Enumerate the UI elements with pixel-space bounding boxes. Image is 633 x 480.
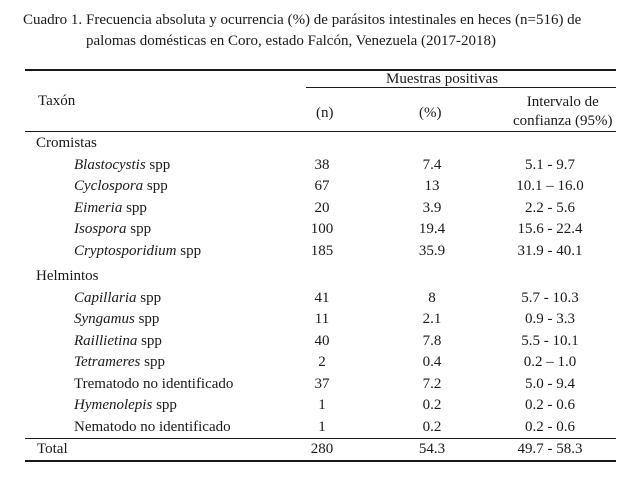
- taxon-suffix: spp: [137, 332, 162, 349]
- count-cell: 40: [314, 332, 330, 349]
- count-cell: 1: [318, 418, 326, 435]
- column-header-ci: [513, 93, 613, 131]
- percent-cell: 19.4: [418, 221, 446, 237]
- percent-cell: 0.2: [422, 397, 442, 413]
- taxon-genus: Cryptosporidium: [74, 242, 177, 259]
- count-cell: 185: [310, 242, 334, 259]
- count-cell: 2: [318, 354, 326, 370]
- taxon-genus: Isospora: [74, 221, 127, 237]
- group-label: Helmintos: [36, 268, 99, 284]
- taxon-genus: Syngamus: [74, 311, 135, 327]
- taxon-suffix: spp: [143, 178, 168, 194]
- count-cell: 38: [314, 156, 330, 173]
- percent-cell: 13: [424, 178, 440, 194]
- count-cell: 37: [314, 375, 330, 392]
- taxon-name: [74, 242, 201, 261]
- interval-cell: 15.6 - 22.4: [517, 221, 583, 237]
- interval-cell: 5.7 - 10.3: [521, 289, 579, 306]
- count-cell: 1: [318, 397, 326, 413]
- percent-cell: 7.8: [422, 332, 442, 349]
- interval-cell: 0.2 - 0.6: [525, 418, 575, 435]
- taxon-suffix: spp: [140, 354, 165, 370]
- taxon-suffix: spp: [176, 242, 202, 259]
- interval-cell: 5.5 - 10.1: [521, 332, 579, 349]
- total-n: 280: [310, 441, 334, 457]
- caption-line-2: palomas domésticas en Coro, estado Falcón, Venezuela (2017-2018): [86, 33, 497, 49]
- percent-cell: 0.4: [422, 354, 442, 370]
- taxon-genus: Capillaria: [74, 289, 137, 306]
- count-cell: 20: [314, 199, 330, 216]
- column-header-ci-line-1: Intervalo de: [526, 94, 599, 110]
- count-cell: 11: [314, 311, 330, 327]
- percent-cell: 7.2: [422, 375, 442, 392]
- interval-cell: 0.2 – 1.0: [523, 354, 577, 370]
- taxon-suffix: spp: [152, 397, 177, 413]
- interval-cell: 5.1 - 9.7: [525, 156, 575, 173]
- taxon-suffix: spp: [134, 311, 160, 327]
- taxon-suffix: spp: [145, 156, 171, 173]
- caption-text-1: Frecuencia absoluta y ocurrencia (%) de parásitos intestinales en heces (n=516) de: [86, 12, 582, 28]
- taxon-name: [74, 289, 161, 308]
- interval-cell: 31.9 - 40.1: [517, 242, 583, 259]
- column-header-ci-line-2: confianza (95%): [513, 113, 613, 129]
- count-cell: 67: [314, 178, 330, 194]
- count-cell: 100: [310, 221, 334, 237]
- percent-cell: 7.4: [422, 156, 442, 173]
- table-bottom-rule: [25, 460, 616, 462]
- taxon-suffix: Nematodo no identificado: [74, 418, 231, 435]
- percent-cell: 8: [428, 289, 436, 306]
- percent-cell: 2.1: [422, 311, 442, 327]
- table-caption: [23, 10, 623, 52]
- interval-cell: 0.9 - 3.3: [525, 311, 575, 327]
- taxon-suffix: spp: [126, 221, 152, 237]
- caption-label: Cuadro 1.: [23, 12, 83, 28]
- taxon-name: [74, 418, 231, 437]
- taxon-genus: Raillietina: [74, 332, 138, 349]
- group-header-muestras: Muestras positivas: [386, 71, 499, 87]
- taxon-name: [74, 199, 147, 218]
- interval-cell: 0.2 - 0.6: [525, 397, 575, 413]
- taxon-genus: Cyclospora: [74, 178, 144, 194]
- taxon-suffix: spp: [122, 199, 147, 216]
- interval-cell: 5.0 - 9.4: [525, 375, 575, 392]
- taxon-suffix: spp: [136, 289, 162, 306]
- count-cell: 41: [314, 289, 330, 306]
- column-header-n: (n): [316, 105, 334, 121]
- column-header-taxon: Taxón: [38, 93, 76, 109]
- taxon-name: [74, 220, 151, 239]
- taxon-name: [74, 353, 165, 372]
- taxon-name: [74, 375, 233, 394]
- caption-line-1: [23, 10, 623, 31]
- percent-cell: 35.9: [418, 242, 446, 259]
- taxon-name: [74, 396, 177, 415]
- total-top-rule: [25, 438, 616, 439]
- taxon-genus: Tetrameres: [74, 354, 141, 370]
- percent-cell: 3.9: [422, 199, 442, 216]
- taxon-name: [74, 310, 159, 329]
- header-bottom-rule: [25, 131, 616, 132]
- total-pct: 54.3: [418, 441, 446, 457]
- percent-cell: 0.2: [422, 418, 442, 435]
- table-top-rule: [25, 69, 616, 71]
- taxon-name: [74, 177, 168, 196]
- column-header-pct: (%): [419, 105, 442, 121]
- total-ci: 49.7 - 58.3: [517, 441, 583, 457]
- taxon-genus: Blastocystis: [74, 156, 146, 173]
- taxon-suffix: Trematodo no identificado: [74, 375, 234, 392]
- taxon-genus: Hymenolepis: [74, 397, 153, 413]
- interval-cell: 2.2 - 5.6: [525, 199, 575, 216]
- taxon-name: [74, 156, 170, 175]
- taxon-genus: Eimeria: [74, 199, 123, 216]
- group-label: Cromistas: [36, 135, 97, 151]
- total-label: Total: [37, 441, 68, 457]
- interval-cell: 10.1 – 16.0: [516, 178, 584, 194]
- taxon-name: [74, 332, 162, 351]
